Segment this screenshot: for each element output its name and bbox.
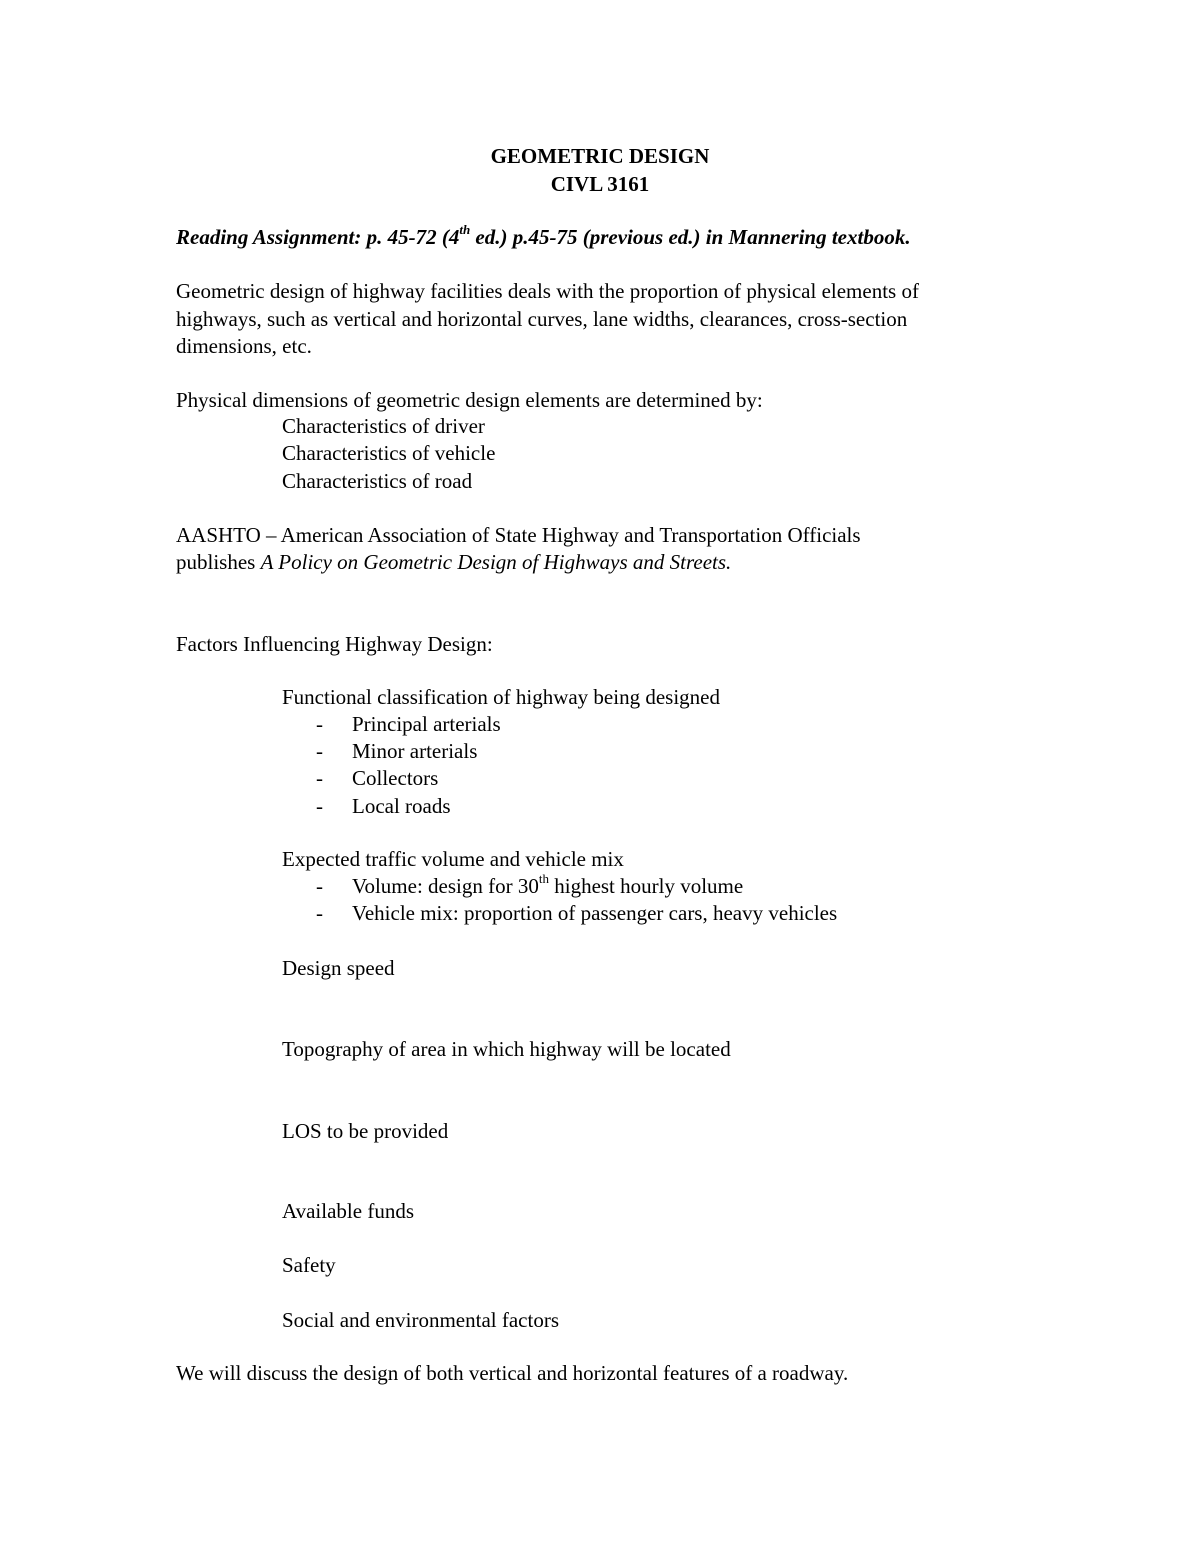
list-item: - Collectors bbox=[316, 766, 439, 790]
los: LOS to be provided bbox=[282, 1119, 449, 1143]
physical-item-road: Characteristics of road bbox=[282, 469, 473, 493]
list-item: - Volume: design for 30th highest hourly volume bbox=[316, 871, 744, 898]
list-item: - Minor arterials bbox=[316, 739, 478, 763]
intro-line-1: Geometric design of highway facilities deals with the proportion of physical elements of bbox=[176, 279, 919, 303]
design-speed: Design speed bbox=[282, 956, 395, 980]
factors-heading: Factors Influencing Highway Design: bbox=[176, 632, 493, 656]
list-item: - Local roads bbox=[316, 794, 451, 818]
aashto-line-2: publishes A Policy on Geometric Design of Highways and Streets. bbox=[176, 550, 732, 574]
traffic-label: Expected traffic volume and vehicle mix bbox=[282, 847, 624, 871]
reading-assignment: Reading Assignment: p. 45-72 (4th ed.) p.45-75 (previous ed.) in Mannering textbook. bbox=[176, 222, 911, 249]
policy-title: A Policy on Geometric Design of Highways and Streets. bbox=[260, 550, 732, 574]
closing-sentence: We will discuss the design of both vertical and horizontal features of a roadway. bbox=[176, 1361, 849, 1385]
safety: Safety bbox=[282, 1253, 336, 1277]
course-code: CIVL 3161 bbox=[550, 172, 650, 196]
physical-item-driver: Characteristics of driver bbox=[282, 414, 485, 438]
functional-label: Functional classification of highway being designed bbox=[282, 685, 720, 709]
document-title: GEOMETRIC DESIGN bbox=[490, 144, 710, 168]
intro-line-3: dimensions, etc. bbox=[176, 334, 312, 358]
list-item: - Principal arterials bbox=[316, 712, 501, 736]
physical-lead: Physical dimensions of geometric design elements are determined by: bbox=[176, 388, 763, 412]
list-item: - Vehicle mix: proportion of passenger cars, heavy vehicles bbox=[316, 901, 838, 925]
social-environmental: Social and environmental factors bbox=[282, 1308, 559, 1332]
aashto-line-1: AASHTO – American Association of State Highway and Transportation Officials bbox=[176, 523, 861, 547]
available-funds: Available funds bbox=[282, 1199, 414, 1223]
physical-item-vehicle: Characteristics of vehicle bbox=[282, 441, 496, 465]
intro-line-2: highways, such as vertical and horizontal curves, lane widths, clearances, cross-section bbox=[176, 307, 908, 331]
topography: Topography of area in which highway will be located bbox=[282, 1037, 731, 1061]
